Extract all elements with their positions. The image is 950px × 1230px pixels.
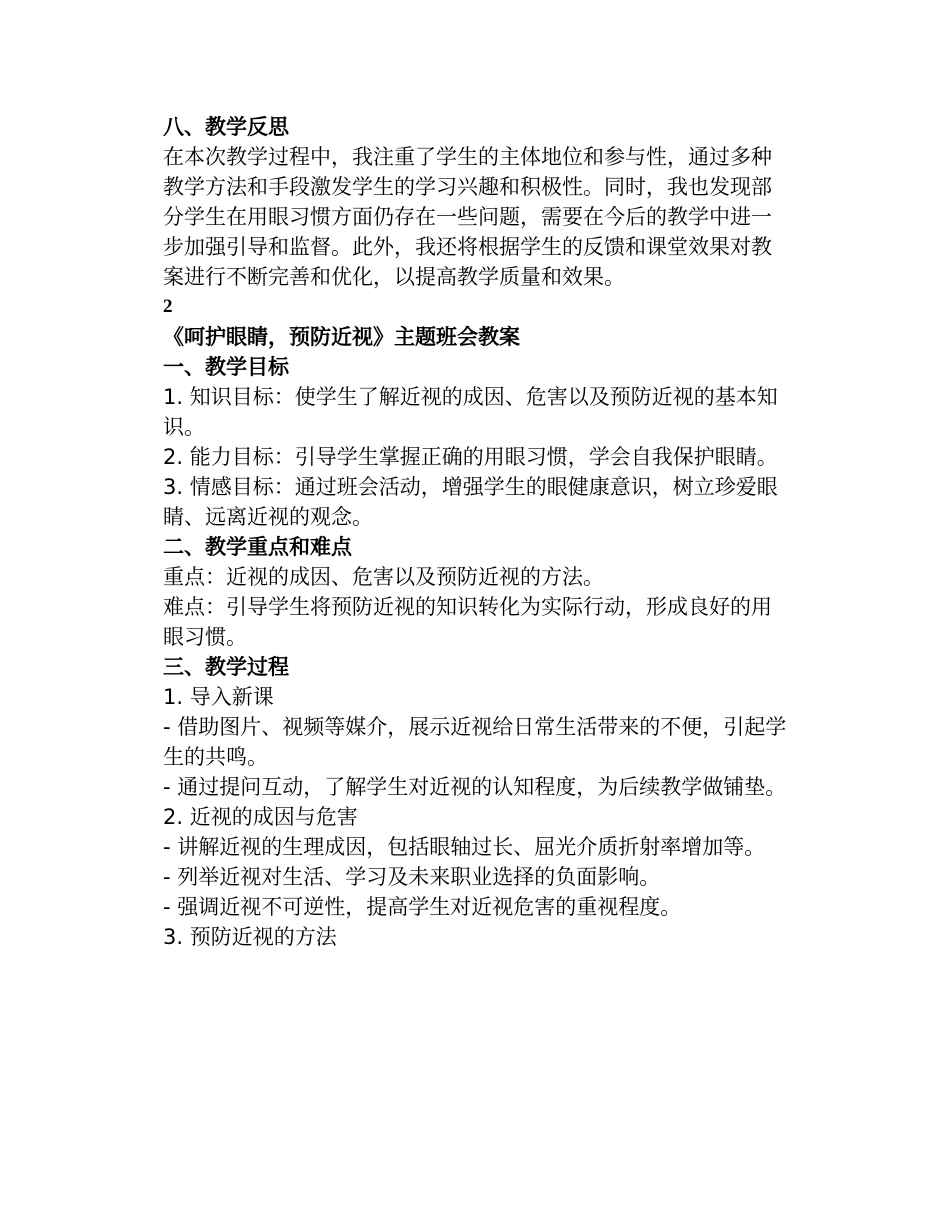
section-heading-reflection: 八、教学反思 — [163, 115, 289, 139]
list-item: - 讲解近视的生理成因，包括眼轴过长、屈光介质折射率增加等。 — [163, 835, 766, 859]
objective-item-knowledge: 1. 知识目标：使学生了解近视的成因、危害以及预防近视的基本知识。 — [163, 385, 778, 439]
step-title-intro: 1. 导入新课 — [163, 685, 274, 709]
key-point-text: 重点：近视的成因、危害以及预防近视的方法。 — [163, 565, 604, 589]
objective-item-emotion: 3. 情感目标：通过班会活动，增强学生的眼健康意识，树立珍爱眼睛、远离近视的观念。 — [163, 475, 778, 529]
list-item: - 借助图片、视频等媒介，展示近视给日常生活带来的不便，引起学生的共鸣。 — [163, 715, 787, 769]
list-item: - 通过提问互动，了解学生对近视的认知程度，为后续教学做铺垫。 — [163, 775, 787, 799]
section-heading-key-points: 二、教学重点和难点 — [163, 535, 352, 559]
step-title-causes: 2. 近视的成因与危害 — [163, 805, 358, 829]
list-item: - 列举近视对生活、学习及未来职业选择的负面影响。 — [163, 865, 661, 889]
difficulty-text: 难点：引导学生将预防近视的知识转化为实际行动，形成良好的用眼习惯。 — [163, 595, 772, 649]
reflection-paragraph: 在本次教学过程中，我注重了学生的主体地位和参与性，通过多种教学方法和手段激发学生的学习兴趣和积极性。同时，我也发现部分学生在用眼习惯方面仍存在一些问题，需要在今后的教学中进一步加强引导和监督。此外，我还将根据学生的反馈和课堂效果对教案进行不断完善和优化，以提高教学质量和效果。 — [163, 145, 772, 289]
list-item: - 强调近视不可逆性，提高学生对近视危害的重视程度。 — [163, 895, 682, 919]
objective-item-ability: 2. 能力目标：引导学生掌握正确的用眼习惯，学会自我保护眼睛。 — [163, 445, 778, 469]
page-number: 2 — [163, 296, 173, 317]
section-heading-objectives: 一、教学目标 — [163, 355, 289, 379]
document-page — [163, 112, 788, 952]
step-title-prevention: 3. 预防近视的方法 — [163, 925, 337, 949]
lesson-title: 《呵护眼睛，预防近视》主题班会教案 — [163, 325, 520, 349]
section-heading-process: 三、教学过程 — [163, 655, 289, 679]
